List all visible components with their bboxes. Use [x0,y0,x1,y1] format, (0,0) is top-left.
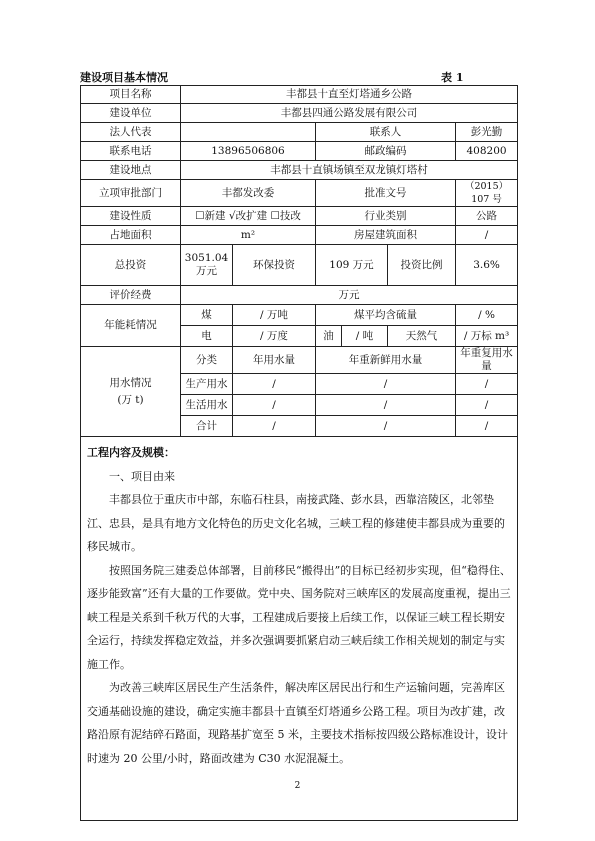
nature-label: 建设性质 [81,207,181,226]
water-item-name: 合计 [181,416,233,437]
oil-value: / 吨 [342,326,388,347]
water-label-line2: (万 t) [117,393,144,406]
row-approval [81,180,518,207]
project-name-value: 丰都县十直至灯塔通乡公路 [181,86,518,104]
gas-value: / 万标 m³ [456,326,518,347]
builder-label: 建设单位 [81,104,181,123]
investment-label: 总投资 [81,245,181,286]
location-value: 丰都县十直镇场镇至双龙镇灯塔村 [181,161,518,180]
oil-label: 油 [316,326,342,347]
location-label: 建设地点 [81,161,181,180]
row-energy-1 [81,305,518,326]
water-item-reuse: / [456,416,518,437]
content-paragraph: 丰都县位于重庆市中部，东临石柱县，南接武隆、彭水县，西靠涪陵区，北邻垫江、忠县，是具有地方文化特色的历史文化名城，三峡工程的修建使丰都县成为重要的移民城市。 [87,493,505,553]
approval-value: 丰都发改委 [181,180,316,207]
coal-value: / 万吨 [233,305,316,326]
approval-label: 立项审批部门 [81,180,181,207]
project-content [81,437,517,770]
water-item-name: 生活用水 [181,395,233,416]
building-area-label: 房屋建筑面积 [316,226,456,245]
industry-value: 公路 [456,207,518,226]
review-fee-value: 万元 [181,286,518,305]
project-name-label: 项目名称 [81,86,181,104]
content-section-heading: 一、项目由来 [109,469,175,483]
investment-ratio-value: 3.6% [456,245,518,286]
env-investment-value: 109 万元 [316,245,388,286]
total-investment-value: 3051.04 万元 [181,245,233,286]
area-label: 占地面积 [81,226,181,245]
area-value: m² [181,226,316,245]
legal-rep-value [181,123,316,142]
water-item-reuse: / [456,374,518,395]
row-review-fee [81,286,518,305]
phone-label: 联系电话 [81,142,181,161]
content-title: 工程内容及规模： [87,446,175,459]
doc-number-label: 批准文号 [316,180,456,207]
doc-number-value: （2015）107 号 [456,180,518,207]
sulfur-value: / % [456,305,518,326]
row-content [81,437,518,821]
row-location [81,161,518,180]
content-paragraph: 按照国务院三建委总体部署，目前移民“搬得出”的目标已经初步实现，但“稳得住、逐步能致富”还有大量的工作要做。党中央、国务院对三峡库区的发展高度重视，提出三峡工程是关系到千秋万代的大事，工程建成后要接上后续工作，以保证三峡工程长期安全运行，持续发挥稳定效益，并多次强调要抓紧启动三峡后续工作相关规划的制定与实施工作。 [87,563,511,671]
env-investment-label: 环保投资 [233,245,316,286]
page-number: 2 [294,781,301,791]
postal-value: 408200 [456,142,518,161]
row-phone [81,142,518,161]
electricity-label: 电 [181,326,233,347]
energy-label: 年能耗情况 [81,305,181,347]
option-expansion: √改扩建 [228,209,268,222]
water-item-annual: / [233,374,316,395]
water-label [81,347,181,437]
postal-label: 邮政编码 [316,142,456,161]
water-label-line1: 用水情况 [109,376,152,389]
builder-value: 丰都县四通公路发展有限公司 [181,104,518,123]
nature-options [181,207,316,226]
row-area [81,226,518,245]
water-header-reuse: 年重复用水量 [456,347,518,374]
water-item-fresh: / [316,416,456,437]
sulfur-label: 煤平均含硫量 [316,305,456,326]
row-legal-rep [81,123,518,142]
industry-label: 行业类别 [316,207,456,226]
project-content-cell [81,437,518,821]
water-item-annual: / [233,416,316,437]
gas-label: 天然气 [388,326,456,347]
building-area-value: / [456,226,518,245]
option-tech-upgrade: ☐技改 [270,209,301,222]
water-item-fresh: / [316,395,456,416]
row-nature [81,207,518,226]
row-water-header [81,347,518,374]
option-new: ☐新建 [195,209,226,222]
review-fee-label: 评价经费 [81,286,181,305]
investment-ratio-label: 投资比例 [388,245,456,286]
section-title: 建设项目基本情况 [80,71,168,84]
water-item-fresh: / [316,374,456,395]
row-investment [81,245,518,286]
water-item-annual: / [233,395,316,416]
legal-rep-label: 法人代表 [81,123,181,142]
contact-value: 彭光勤 [456,123,518,142]
coal-label: 煤 [181,305,233,326]
phone-value: 13896506806 [181,142,316,161]
water-header-annual: 年用水量 [233,347,316,374]
row-project-name [81,86,518,104]
water-header-fresh: 年重新鲜用水量 [316,347,456,374]
water-item-name: 生产用水 [181,374,233,395]
content-paragraph: 为改善三峡库区居民生产生活条件，解决库区居民出行和生产运输问题，完善库区交通基础设施的建设，确定实施丰都县十直镇至灯塔通乡公路工程。项目为改扩建，改路沿原有泥结碎石路面，现路基扩宽至 5 米，主要技术指标按四级公路标准设计，设计时速为 20 公里/小时，路面改建为 C30 水泥混凝土。 [87,681,508,765]
water-header-category: 分类 [181,347,233,374]
electricity-value: / 万度 [233,326,316,347]
contact-label: 联系人 [316,123,456,142]
table-number: 表 1 [441,71,464,84]
water-item-reuse: / [456,395,518,416]
project-info-table [80,85,518,821]
row-builder [81,104,518,123]
